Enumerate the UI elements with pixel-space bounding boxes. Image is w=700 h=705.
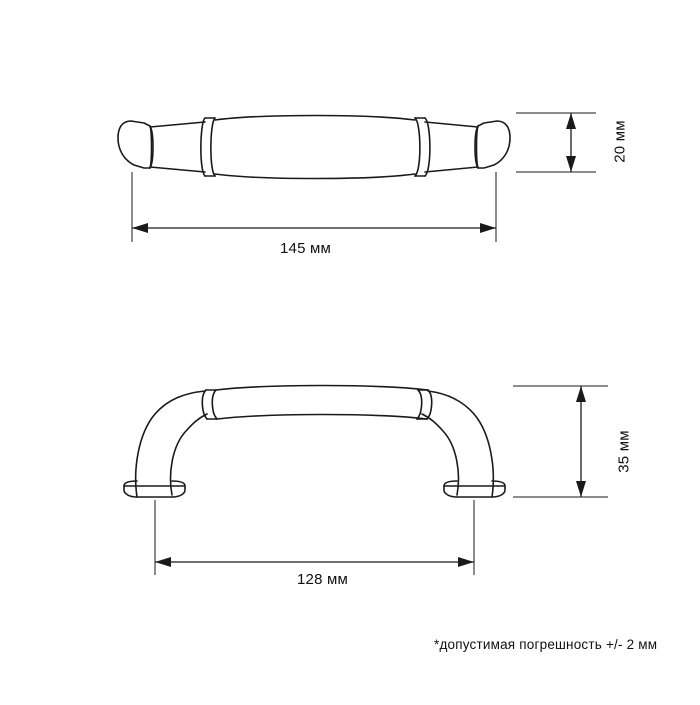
right-leg-inner bbox=[422, 414, 458, 495]
top-height-arrow-up bbox=[566, 113, 576, 129]
front-view-handle bbox=[124, 386, 505, 498]
top-height-dimension bbox=[566, 113, 576, 172]
top-view-handle bbox=[118, 116, 510, 179]
fv-body-top bbox=[216, 386, 428, 391]
left-end-cap bbox=[118, 121, 152, 168]
left-collar-right-edge bbox=[211, 118, 215, 176]
top-width-arrow-right bbox=[480, 223, 496, 233]
right-foot-inner bbox=[444, 481, 457, 497]
front-view-width-label: 128 мм bbox=[297, 571, 349, 588]
body-bottom bbox=[215, 174, 415, 179]
top-view-width-label: 145 мм bbox=[280, 240, 332, 257]
front-width-dimension bbox=[155, 557, 474, 567]
right-end-cap bbox=[477, 121, 511, 168]
top-view-height-label: 20 мм bbox=[611, 120, 629, 163]
right-shaft-bottom bbox=[425, 167, 478, 172]
top-height-arrow-down bbox=[566, 156, 576, 172]
bot-width-arrow-left bbox=[155, 557, 171, 567]
right-collar-left-edge bbox=[415, 118, 420, 176]
front-view-extension-lines bbox=[155, 386, 608, 575]
fv-right-collar-right bbox=[427, 390, 432, 419]
front-height-dimension bbox=[576, 386, 586, 497]
bot-height-arrow-down bbox=[576, 481, 586, 497]
top-width-dimension bbox=[132, 223, 496, 233]
top-width-arrow-left bbox=[132, 223, 148, 233]
fv-body-bottom bbox=[217, 415, 427, 420]
front-view-height-label: 35 мм bbox=[615, 430, 633, 473]
body-top bbox=[215, 116, 415, 121]
right-leg-outer bbox=[428, 391, 493, 497]
fv-right-collar-left bbox=[417, 390, 422, 419]
bot-width-arrow-right bbox=[458, 557, 474, 567]
left-shaft-top bbox=[150, 122, 205, 127]
tolerance-note: *допустимая погрешность +/- 2 мм bbox=[434, 637, 658, 652]
bot-height-arrow-up bbox=[576, 386, 586, 402]
right-collar-right-edge bbox=[425, 118, 430, 176]
fv-left-collar-right bbox=[212, 390, 217, 419]
left-collar-left-edge bbox=[201, 118, 205, 176]
left-leg-inner bbox=[171, 414, 207, 495]
right-shaft-top bbox=[425, 122, 478, 127]
left-shaft-bottom bbox=[150, 167, 205, 172]
left-foot-inner bbox=[172, 481, 185, 497]
